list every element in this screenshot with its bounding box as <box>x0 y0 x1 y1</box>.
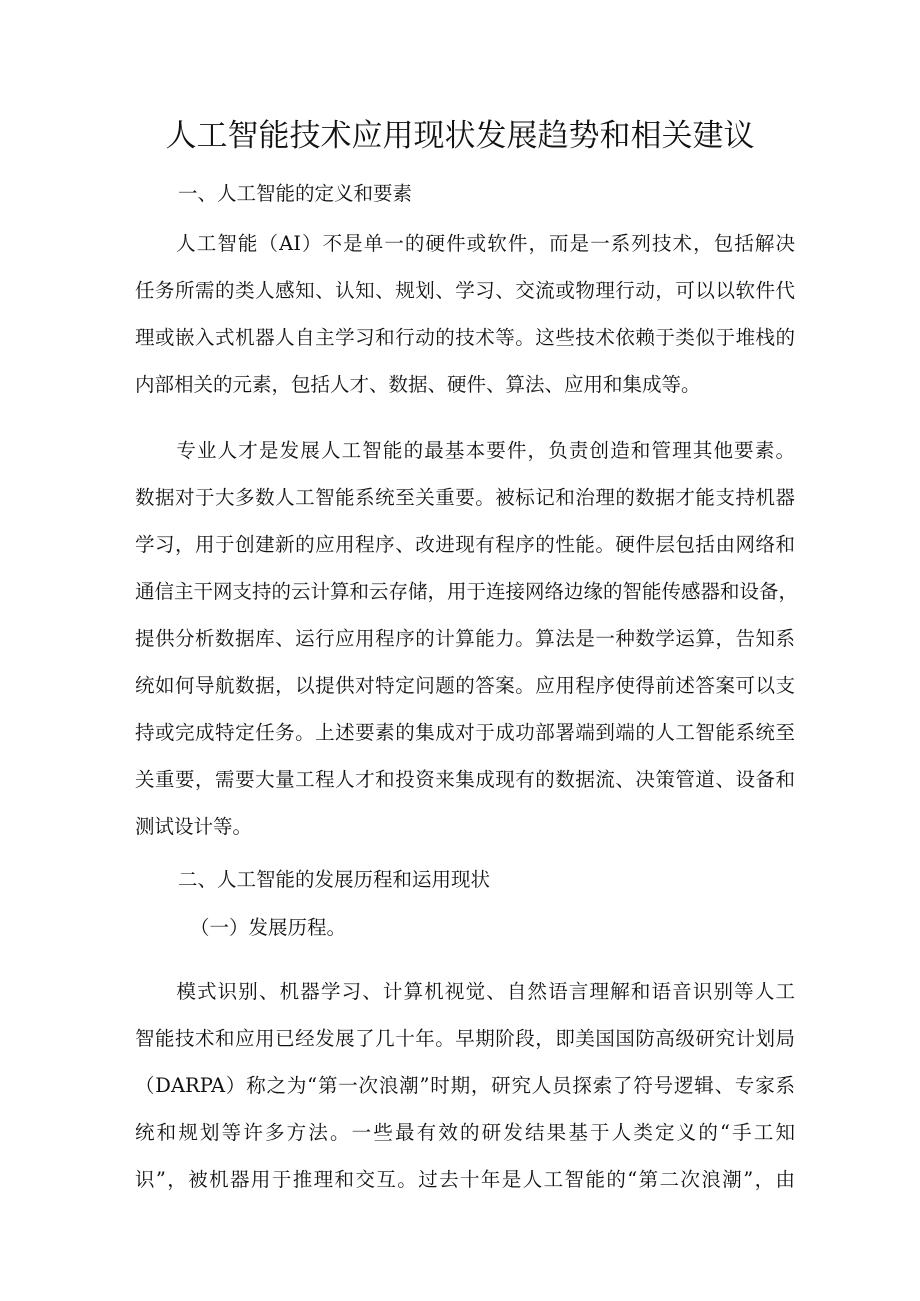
paragraph-line: 内部相关的元素，包括人才、数据、硬件、算法、应用和集成等。 <box>135 373 701 396</box>
section-heading-2: 二、人工智能的发展历程和运用现状 <box>178 868 491 891</box>
paragraph-line: 通信主干网支持的云计算和云存储，用于连接网络边缘的智能传感器和设备， <box>135 580 799 603</box>
paragraph-line: 专业人才是发展人工智能的最基本要件，负责创造和管理其他要素。 <box>135 439 795 462</box>
paragraph-line: 测试设计等。 <box>135 815 253 838</box>
paragraph-line: 人工智能（AI）不是单一的硬件或软件，而是一系列技术，包括解决 <box>135 232 795 255</box>
paragraph-line: 模式识别、机器学习、计算机视觉、自然语言理解和语音识别等人工 <box>135 980 795 1003</box>
paragraph-line: 任务所需的类人感知、认知、规划、学习、交流或物理行动，可以以软件代 <box>135 279 795 302</box>
paragraph-line: （DARPA）称之为“第一次浪潮”时期，研究人员探索了符号逻辑、专家系 <box>135 1074 795 1097</box>
document-title: 人工智能技术应用现状发展趋势和相关建议 <box>165 118 755 154</box>
paragraph-line: 持或完成特定任务。上述要素的集成对于成功部署端到端的人工智能系统至 <box>135 721 795 744</box>
paragraph-line: 学习，用于创建新的应用程序、改进现有程序的性能。硬件层包括由网络和 <box>135 533 795 556</box>
section-heading-1: 一、人工智能的定义和要素 <box>178 182 413 205</box>
paragraph-line: 提供分析数据库、运行应用程序的计算能力。算法是一种数学运算，告知系 <box>135 627 795 650</box>
paragraph-line: 关重要，需要大量工程人才和投资来集成现有的数据流、决策管道、设备和 <box>135 768 795 791</box>
paragraph-line: 数据对于大多数人工智能系统至关重要。被标记和治理的数据才能支持机器 <box>135 486 795 509</box>
paragraph-line: 统和规划等许多方法。一些最有效的研发结果基于人类定义的“手工知 <box>135 1121 795 1144</box>
paragraph-line: 理或嵌入式机器人自主学习和行动的技术等。这些技术依赖于类似于堆栈的 <box>135 326 795 349</box>
paragraph-line: 统如何导航数据，以提供对特定问题的答案。应用程序使得前述答案可以支 <box>135 674 795 697</box>
subsection-heading: （一）发展历程。 <box>190 916 347 939</box>
paragraph-line: 智能技术和应用已经发展了几十年。早期阶段，即美国国防高级研究计划局 <box>135 1027 795 1050</box>
paragraph-line: 识”，被机器用于推理和交互。过去十年是人工智能的“第二次浪潮”，由 <box>135 1168 795 1191</box>
